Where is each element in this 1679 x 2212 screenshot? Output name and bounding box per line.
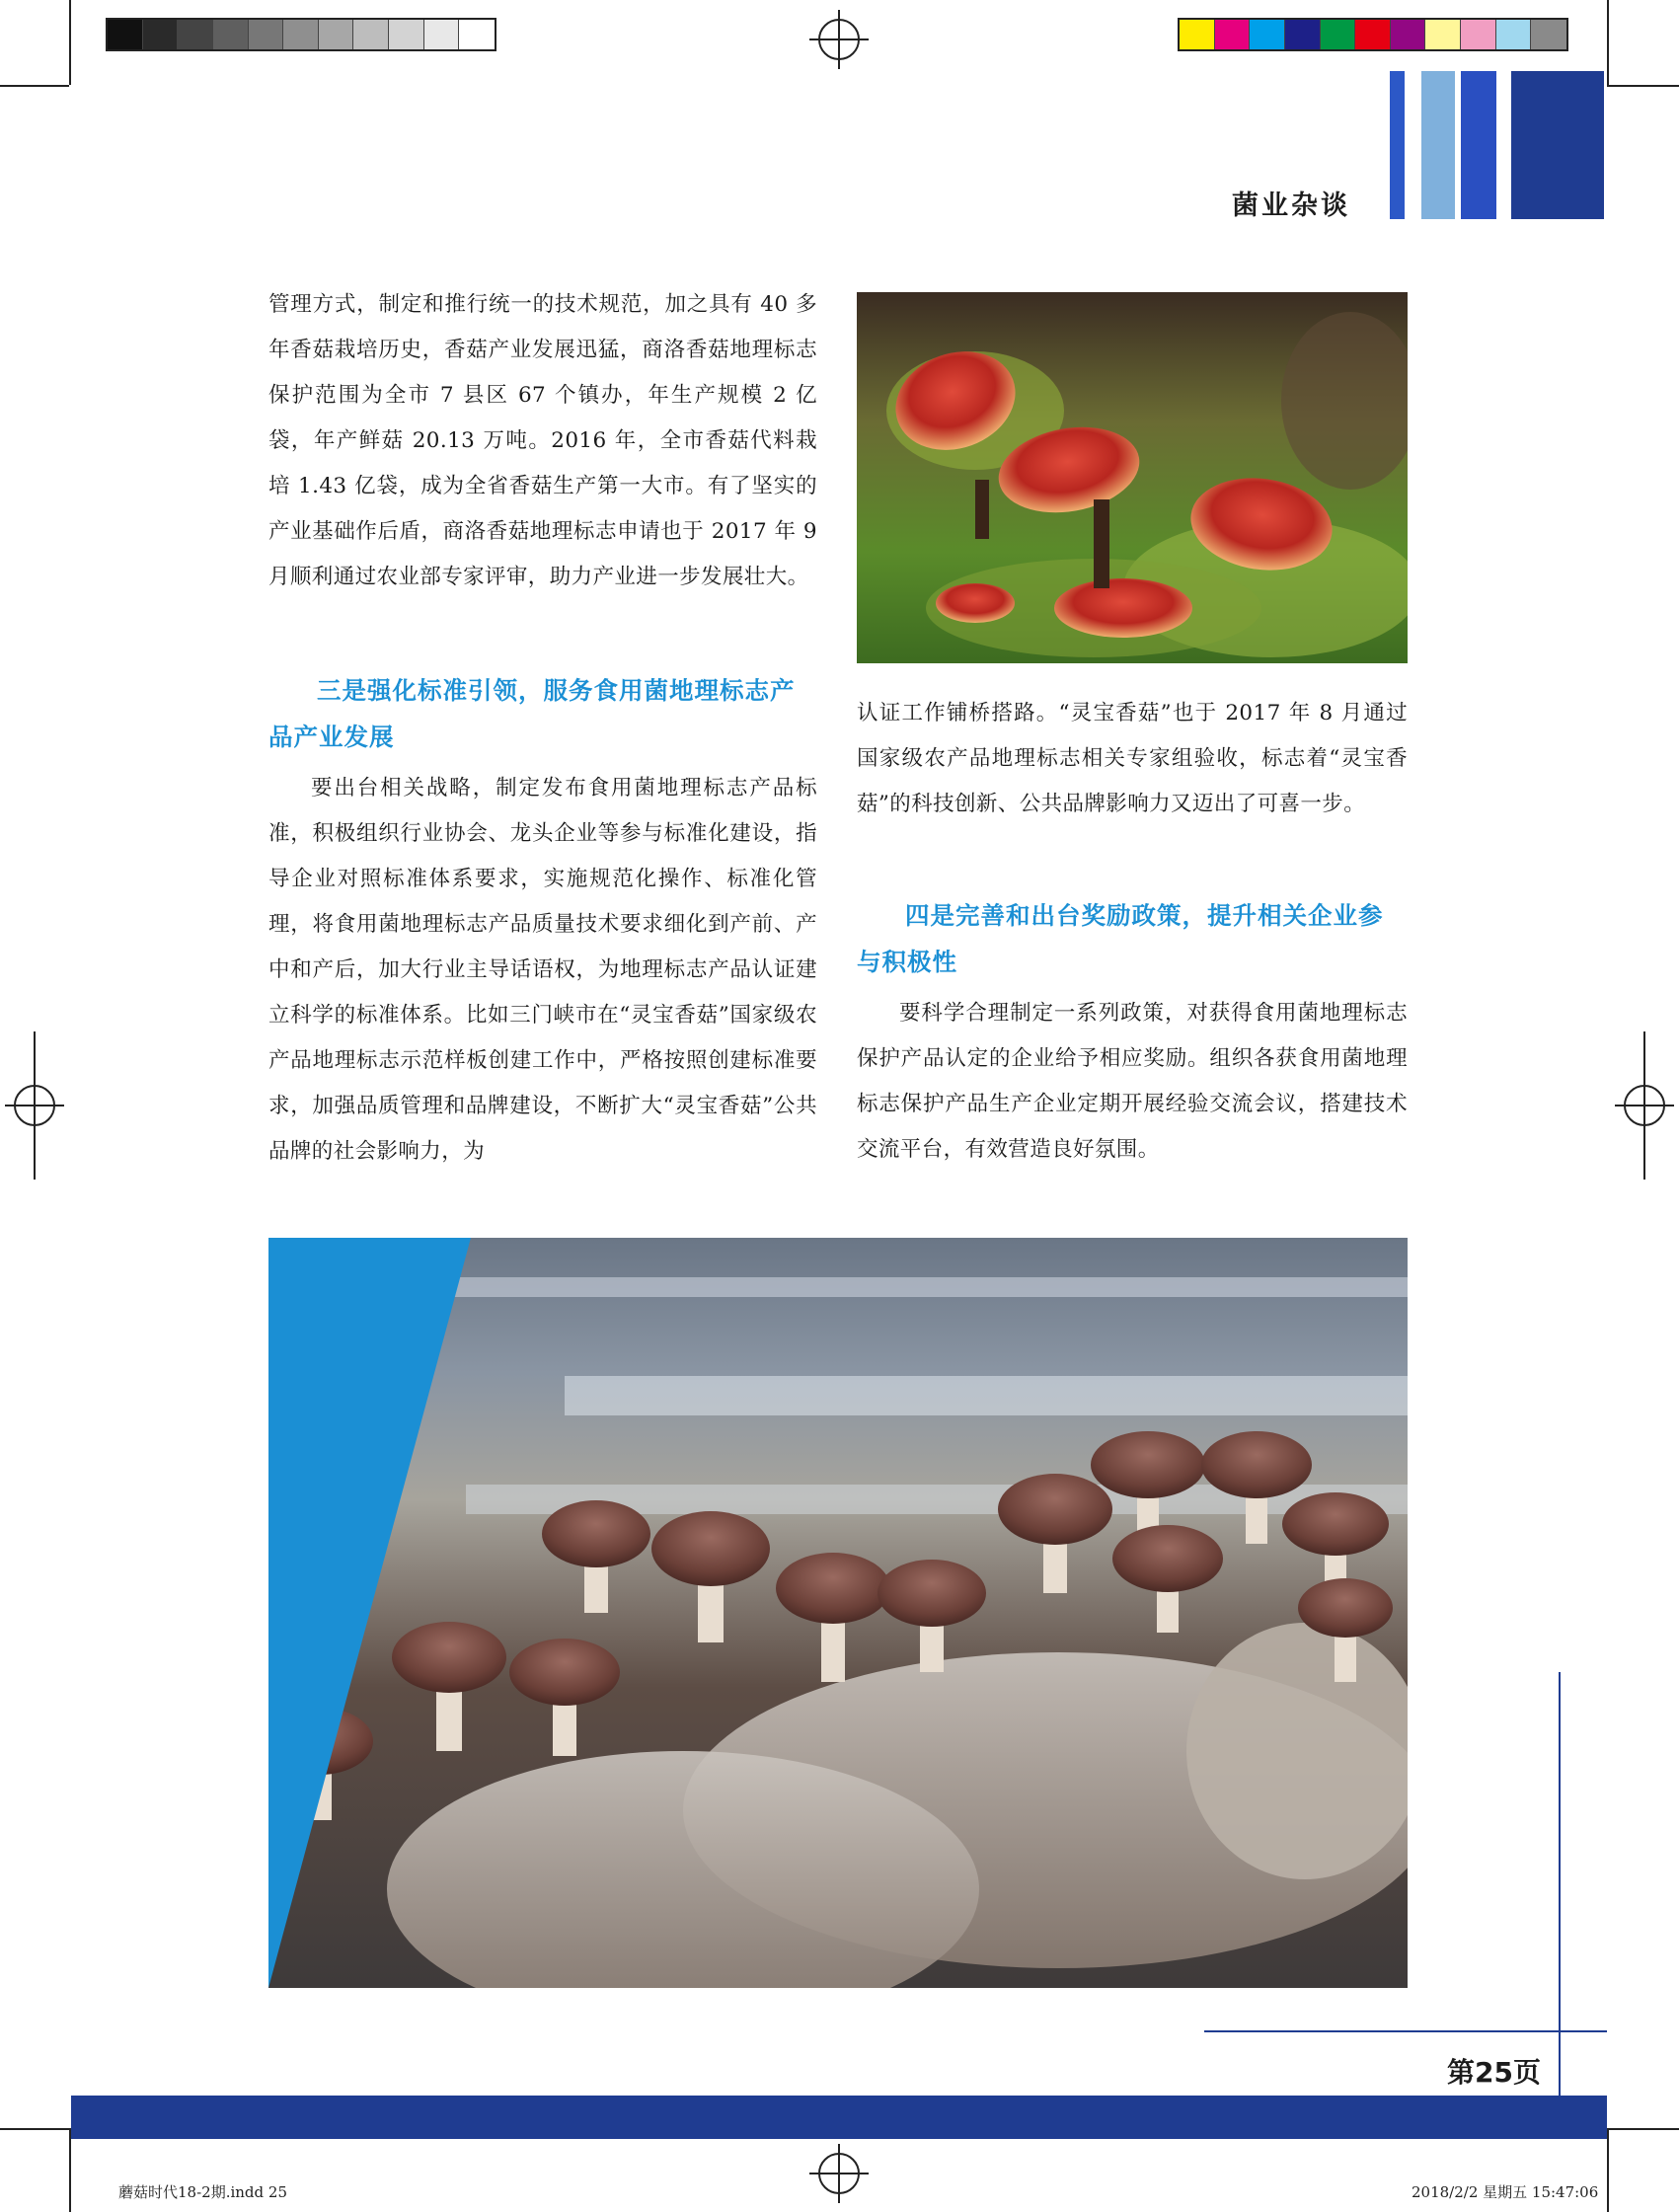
print-timestamp: 2018/2/2 星期五 15:47:06 <box>1412 2183 1599 2201</box>
gray-swatch <box>319 20 354 49</box>
crop-mark <box>1607 85 1679 87</box>
page-number: 第25页 <box>1447 2056 1541 2089</box>
grayscale-calibration-strip <box>106 18 496 51</box>
gray-swatch <box>249 20 284 49</box>
registration-mark-icon <box>809 2144 869 2203</box>
crop-mark <box>1607 0 1609 85</box>
color-swatch <box>1250 20 1285 49</box>
crop-mark <box>69 2128 71 2212</box>
color-swatch <box>1425 20 1461 49</box>
gray-swatch <box>108 20 143 49</box>
gray-swatch <box>424 20 460 49</box>
registration-mark-icon <box>809 10 869 69</box>
lingzhi-photo <box>857 292 1408 663</box>
footer-band <box>71 2096 1607 2139</box>
body-paragraph: 管理方式，制定和推行统一的技术规范，加之具有 40 多年香菇栽培历史，香菇产业发展迅猛，商洛香菇地理标志保护范围为全市 7 县区 67 个镇办，年生产规模 2 亿袋，年产鲜菇 20.13 万吨。2016 年，全市香菇代料栽培 1.43 亿袋，成为全省香菇生产第一大市。有了坚实的产业基础作后盾，商洛香菇地理标志申请也于 2017 年 9 月顺利通过农业部专家评审，助力产业进一步发展壮大。 <box>268 292 817 589</box>
crop-mark <box>1607 2128 1609 2212</box>
subheading: 四是完善和出台奖励政策，提升相关企业参与积极性 <box>857 901 1384 976</box>
gray-swatch <box>389 20 424 49</box>
gray-swatch <box>283 20 319 49</box>
footer-rule-vertical <box>1559 1672 1561 2097</box>
color-swatch <box>1355 20 1391 49</box>
footer-rule-horizontal <box>1204 2030 1607 2032</box>
crop-mark <box>0 2128 69 2130</box>
body-paragraph: 要科学合理制定一系列政策，对获得食用菌地理标志保护产品认定的企业给予相应奖励。组织各获食用菌地理标志保护产品生产企业定期开展经验交流会议，搭建技术交流平台，有效营造良好氛围。 <box>857 1001 1408 1162</box>
header-bar-dark <box>1390 71 1405 219</box>
color-swatch <box>1461 20 1496 49</box>
color-swatch <box>1180 20 1215 49</box>
subheading: 三是强化标准引领，服务食用菌地理标志产品产业发展 <box>268 676 796 751</box>
crop-mark <box>0 85 69 87</box>
lingzhi-illustration <box>857 292 1408 663</box>
gray-swatch <box>143 20 179 49</box>
gray-swatch <box>353 20 389 49</box>
body-paragraph: 认证工作铺桥搭路。“灵宝香菇”也于 2017 年 8 月通过国家级农产品地理标志相关专家组验收，标志着“灵宝香菇”的科技创新、公共品牌影响力又迈出了可喜一步。 <box>857 701 1408 816</box>
gray-swatch <box>459 20 495 49</box>
section-title: 菌业杂谈 <box>1232 191 1350 221</box>
color-swatch <box>1215 20 1251 49</box>
gray-swatch <box>213 20 249 49</box>
color-calibration-strip <box>1178 18 1568 51</box>
blue-corner-triangle <box>268 1238 476 1988</box>
color-swatch <box>1531 20 1566 49</box>
color-swatch <box>1321 20 1356 49</box>
color-swatch <box>1496 20 1532 49</box>
header-bar-royal <box>1461 71 1496 219</box>
register-line <box>34 1031 36 1180</box>
crop-mark <box>1607 2128 1679 2130</box>
header-bar-light <box>1421 71 1455 219</box>
color-swatch <box>1285 20 1321 49</box>
gray-swatch <box>178 20 213 49</box>
crop-mark <box>69 0 71 85</box>
color-swatch <box>1391 20 1426 49</box>
register-line <box>1643 1031 1645 1180</box>
header-bar-navy <box>1511 71 1604 219</box>
body-paragraph: 要出台相关战略，制定发布食用菌地理标志产品标准，积极组织行业协会、龙头企业等参与标准化建设，指导企业对照标准体系要求，实施规范化操作、标准化管理，将食用菌地理标志产品质量技术要求细化到产前、产中和产后，加大行业主导话语权，为地理标志产品认证建立科学的标准体系。比如三门峡市在“灵宝香菇”国家级农产品地理标志示范样板创建工作中，严格按照创建标准要求，加强品质管理和品牌建设，不断扩大“灵宝香菇”公共品牌的社会影响力，为 <box>268 776 817 1164</box>
file-slug: 蘑菇时代18-2期.indd 25 <box>118 2183 287 2201</box>
